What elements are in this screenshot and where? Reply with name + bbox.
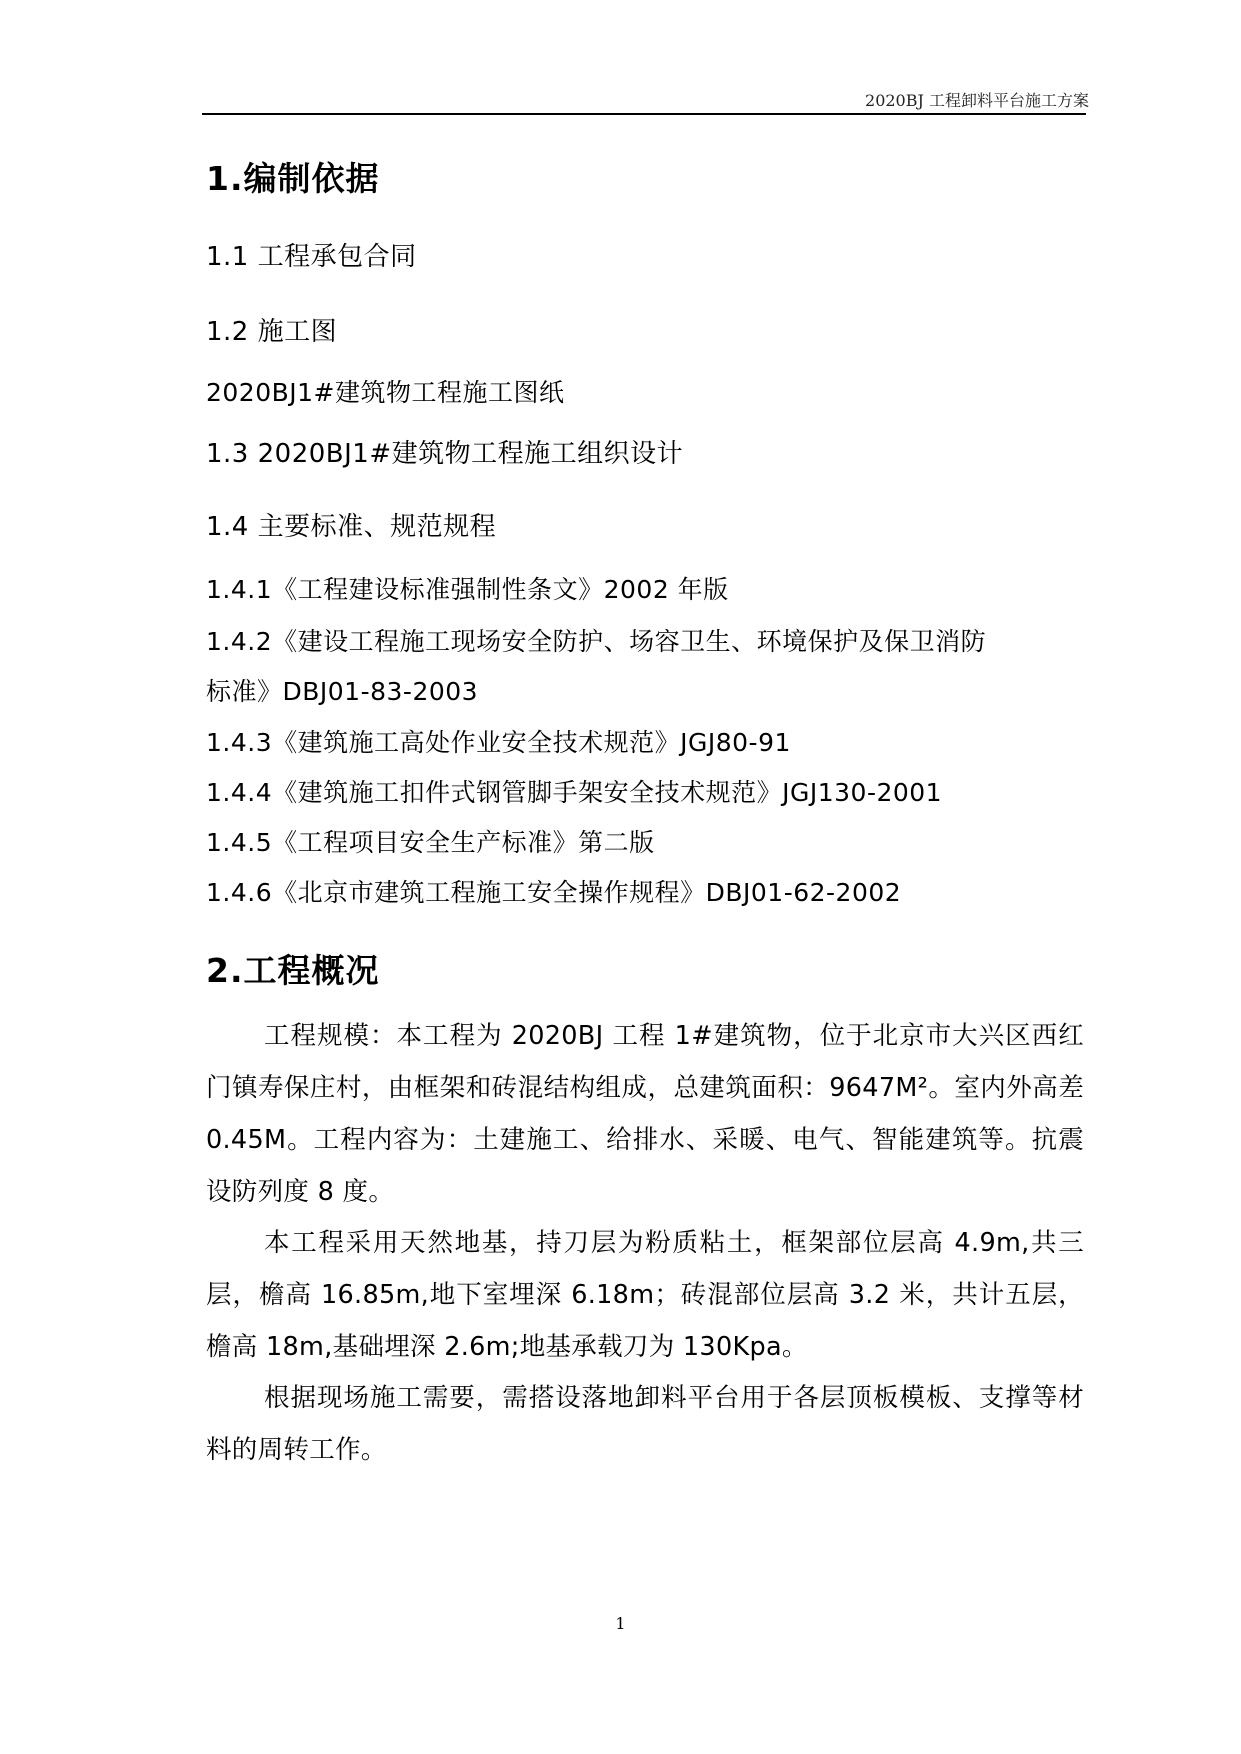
paragraph-project-scale: 工程规模：本工程为 2020BJ 工程 1#建筑物，位于北京市大兴区西红门镇寿保庄村，由框架和砖混结构组成，总建筑面积：9647M²。室内外高差 0.45M。工程内容为：土建施工、给排水、采暖、电气、智能建筑等。抗震设防列度 8 度。 <box>206 1021 1084 1207</box>
standard-1-4-5: 1.4.5《工程项目安全生产标准》第二版 <box>206 828 655 857</box>
item-1-3: 1.3 2020BJ1#建筑物工程施工组织设计 <box>206 439 684 469</box>
standard-1-4-2-continued: 标准》DBJ01-83-2003 <box>206 677 479 706</box>
item-1-2-text: 2020BJ1#建筑物工程施工图纸 <box>206 378 565 407</box>
header-rule <box>202 113 1086 115</box>
paragraph-foundation: 本工程采用天然地基，持刀层为粉质粘土，框架部位层高 4.9m,共三层，檐高 16.85m,地下室埋深 6.18m；砖混部位层高 3.2 米，共计五层，檐高 18m,基础埋深 2.6m;地基承载刀为 130Kpa。 <box>206 1228 1084 1362</box>
section-2-title: 2.工程概况 <box>206 951 380 990</box>
item-1-4: 1.4 主要标准、规范规程 <box>206 512 497 542</box>
standard-1-4-4: 1.4.4《建筑施工扣件式钢管脚手架安全技术规范》JGJ130-2001 <box>206 778 943 807</box>
page-number: 1 <box>615 1614 626 1633</box>
item-1-2: 1.2 施工图 <box>206 317 338 347</box>
standard-1-4-2: 1.4.2《建设工程施工现场安全防护、场容卫生、环境保护及保卫消防 <box>206 627 987 656</box>
standard-1-4-6: 1.4.6《北京市建筑工程施工安全操作规程》DBJ01-62-2002 <box>206 878 902 907</box>
paragraph-platform-purpose: 根据现场施工需要，需搭设落地卸料平台用于各层顶板模板、支撑等材料的周转工作。 <box>206 1383 1084 1465</box>
section-1-title: 1.编制依据 <box>206 159 380 198</box>
running-header: 2020BJ 工程卸料平台施工方案 <box>865 91 1089 110</box>
standard-1-4-3: 1.4.3《建筑施工高处作业安全技术规范》JGJ80-91 <box>206 728 791 757</box>
item-1-1: 1.1 工程承包合同 <box>206 242 417 272</box>
standard-1-4-1: 1.4.1《工程建设标准强制性条文》2002 年版 <box>206 575 729 604</box>
